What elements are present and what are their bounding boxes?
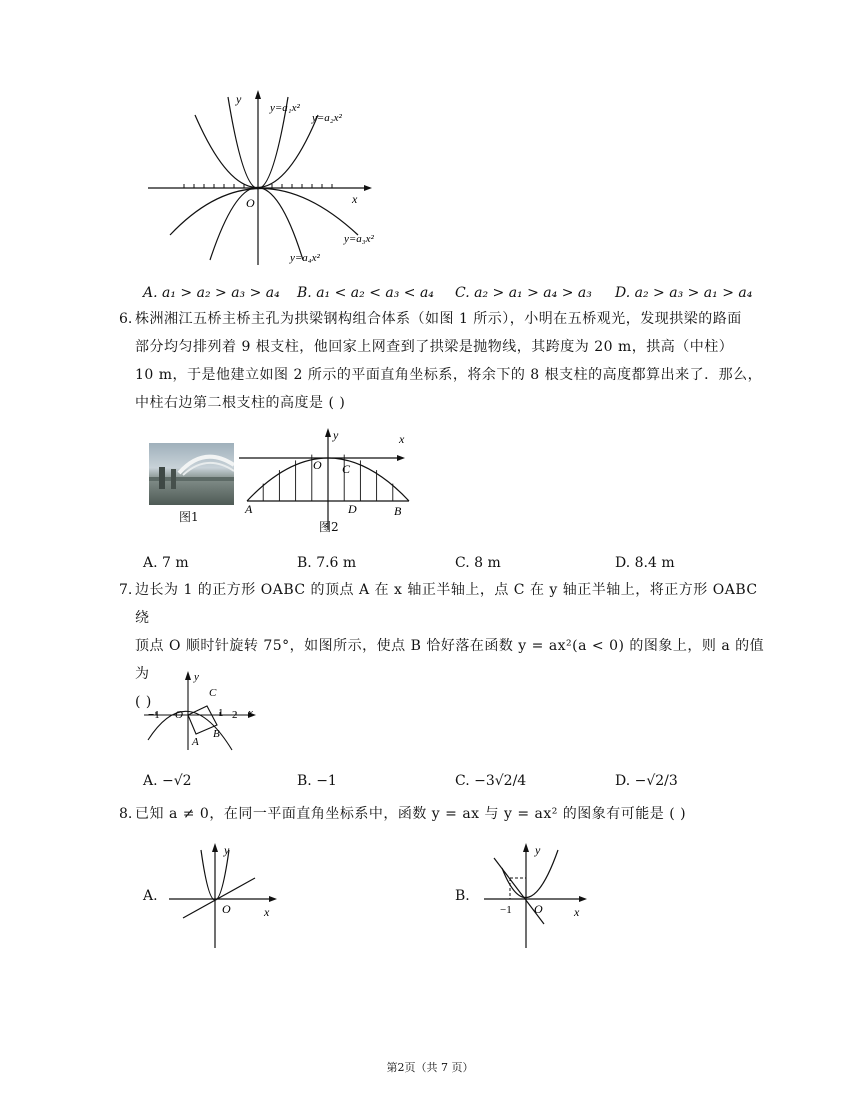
q6-option-d: D. 8.4 m	[615, 555, 675, 571]
curve-label-a4: y=a₄x²	[290, 252, 320, 264]
q7-c-label: C	[209, 687, 217, 699]
q8b-minus-one: −1	[500, 904, 512, 916]
q7-b-label: B	[213, 728, 220, 740]
bridge-photo	[149, 443, 234, 505]
q6-line: 中柱右边第二根支柱的高度是 ( )	[135, 395, 346, 411]
q5-graph	[140, 85, 390, 270]
q8b-x-label: x	[574, 905, 580, 919]
fig2-o-label: O	[313, 458, 322, 472]
fig2-a-label: A	[245, 502, 253, 516]
fig2-y-label: y	[333, 428, 339, 442]
fig2-b-label: B	[394, 504, 402, 518]
q7-two: 2	[232, 709, 238, 721]
q7-option-b: B. −1	[297, 773, 337, 789]
q5-option-a: A. a₁ > a₂ > a₃ > a₄	[143, 285, 280, 301]
curve-a4	[210, 188, 303, 261]
q8b-y-label: y	[535, 843, 541, 857]
q7-x-label: x	[248, 707, 253, 719]
x-axis-label: x	[352, 192, 358, 206]
q5-option-b: B. a₁ < a₂ < a₃ < a₄	[297, 285, 434, 301]
q8-option-a-label: A.	[143, 888, 158, 904]
curve-label-a2: y=a₂x²	[312, 112, 342, 124]
curve-label-a3: y=a₃x²	[344, 233, 374, 245]
curve-a2	[195, 115, 318, 188]
q8-text: 已知 a ≠ 0，在同一平面直角坐标系中，函数 y = ax 与 y = ax² 的图象有可能是 ( )	[135, 806, 687, 822]
y-axis-label: y	[236, 92, 242, 106]
q8a-o-label: O	[222, 902, 231, 916]
q8a-y-label: y	[224, 843, 230, 857]
page-footer: 第2页（共 7 页）	[386, 1061, 474, 1074]
q6-text	[135, 305, 765, 417]
q6-line: 株洲湘江五桥主桥主孔为拱梁钢构组合体系（如图 1 所示），小明在五桥观光，发现拱梁的路面	[135, 311, 742, 327]
q8-option-b-graph	[480, 840, 600, 950]
q8-number: 8.	[119, 806, 133, 822]
fig2-c-label: C	[342, 462, 351, 476]
q6-line: 10 m，于是他建立如图 2 所示的平面直角坐标系，将余下的 8 根支柱的高度都算出来了．那么，	[135, 367, 763, 383]
q6-option-c: C. 8 m	[455, 555, 501, 571]
q7-line: 边长为 1 的正方形 OABC 的顶点 A 在 x 轴正半轴上，点 C 在 y 轴正半轴上，将正方形 OABC 绕	[135, 582, 758, 626]
q7-minus-one: −1	[148, 709, 160, 721]
fig2-caption: 图2	[319, 520, 339, 534]
origin-label: O	[246, 196, 255, 210]
fig2-x-label: x	[399, 432, 405, 446]
q7-figure	[140, 668, 270, 753]
q8-option-b-label: B.	[455, 888, 470, 904]
q5-option-c: C. a₂ > a₁ > a₄ > a₃	[455, 285, 592, 301]
q6-number: 6.	[119, 311, 133, 327]
q7-option-a: A. −√2	[143, 773, 192, 789]
q8b-o-label: O	[534, 902, 543, 916]
curve-label-a1: y=a₁x²	[270, 102, 300, 114]
q7-line: 顶点 O 顺时针旋转 75°，如图所示，使点 B 恰好落在函数 y = ax²(a < 0) 的图象上，则 a 的值为	[135, 638, 765, 682]
q6-line: 部分均匀排列着 9 根支柱，他回家上网查到了拱梁是抛物线，其跨度为 20 m，拱高（中柱）	[135, 339, 734, 355]
q7-one: 1	[218, 707, 224, 719]
q6-option-a: A. 7 m	[143, 555, 189, 571]
q7-y-label: y	[194, 671, 199, 683]
fig2-d-label: D	[348, 502, 357, 516]
q7-line: ( )	[135, 694, 152, 710]
q5-option-d: D. a₂ > a₃ > a₁ > a₄	[615, 285, 753, 301]
q6-option-b: B. 7.6 m	[297, 555, 357, 571]
q7-number: 7.	[119, 582, 133, 598]
q7-option-c: C. −3√2/4	[455, 773, 527, 789]
q7-o-label: O	[175, 709, 183, 721]
q7-a-label: A	[192, 736, 199, 748]
fig1-caption: 图1	[179, 510, 199, 524]
q8-option-a-graph	[165, 840, 285, 950]
q8a-x-label: x	[264, 905, 270, 919]
curve-a3	[170, 189, 358, 236]
q7-option-d: D. −√2/3	[615, 773, 678, 789]
